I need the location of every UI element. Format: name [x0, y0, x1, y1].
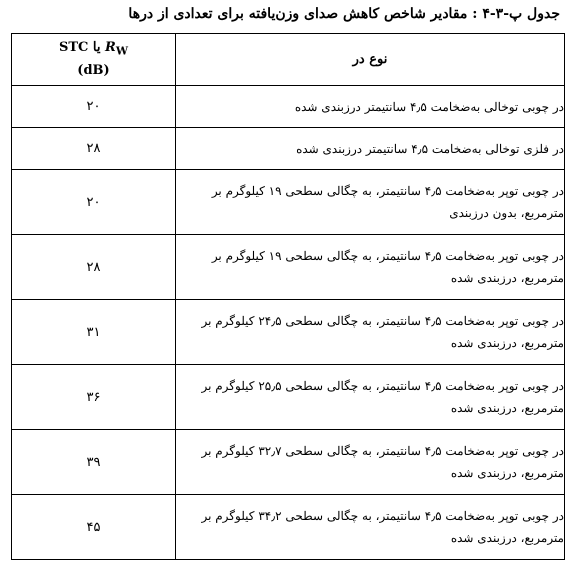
table-row — [12, 430, 565, 495]
door-type-cell: در چوبی توپر به‌ضخامت ۴٫۵ سانتیمتر، به چگالی سطحی ۲۴٫۵ کیلوگرم بر مترمربع، درزبندی شده — [176, 300, 565, 365]
stc-label-rest: یا STC — [58, 39, 106, 55]
door-type-cell: در چوبی توخالی به‌ضخامت ۴٫۵ سانتیمتر درزبندی شده — [176, 86, 565, 128]
table-row — [12, 170, 565, 235]
table-row — [12, 495, 565, 560]
door-type-cell: در چوبی توپر به‌ضخامت ۴٫۵ سانتیمتر، به چگالی سطحی ۱۹ کیلوگرم بر مترمربع، بدون درزبندی — [176, 170, 565, 235]
stc-value-cell: ۲۸ — [12, 235, 176, 300]
table-row — [12, 235, 565, 300]
rw-subscript: W — [115, 44, 129, 58]
stc-unit: (dB) — [77, 63, 110, 79]
stc-value-cell: ۲۰ — [12, 86, 176, 128]
rw-symbol: R — [105, 39, 116, 55]
column-header-stc — [12, 34, 176, 86]
table-row — [12, 365, 565, 430]
door-type-cell: در چوبی توپر به‌ضخامت ۴٫۵ سانتیمتر، به چگالی سطحی ۲۵٫۵ کیلوگرم بر مترمربع، درزبندی شده — [176, 365, 565, 430]
stc-value-cell: ۳۶ — [12, 365, 176, 430]
column-header-door-type: نوع در — [176, 34, 565, 86]
door-type-cell: در چوبی توپر به‌ضخامت ۴٫۵ سانتیمتر، به چگالی سطحی ۳۴٫۲ کیلوگرم بر مترمربع، درزبندی شده — [176, 495, 565, 560]
stc-value-cell: ۲۸ — [12, 128, 176, 170]
door-type-cell: در فلزی توخالی به‌ضخامت ۴٫۵ سانتیمتر درزبندی شده — [176, 128, 565, 170]
door-type-cell: در چوبی توپر به‌ضخامت ۴٫۵ سانتیمتر، به چگالی سطحی ۳۲٫۷ کیلوگرم بر مترمربع، درزبندی شده — [176, 430, 565, 495]
stc-value-cell: ۲۰ — [12, 170, 176, 235]
table-header-row — [12, 34, 565, 86]
stc-value-cell: ۳۹ — [12, 430, 176, 495]
stc-value-cell: ۴۵ — [12, 495, 176, 560]
table-caption: جدول پ-۳-۴ : مقادیر شاخص کاهش صدای وزن‌یافته برای تعدادی از درها — [128, 6, 560, 22]
door-type-cell: در چوبی توپر به‌ضخامت ۴٫۵ سانتیمتر، به چگالی سطحی ۱۹ کیلوگرم بر مترمربع، درزبندی شده — [176, 235, 565, 300]
table-row — [12, 128, 565, 170]
stc-value-cell: ۳۱ — [12, 300, 176, 365]
stc-header-label — [12, 38, 175, 62]
table-row — [12, 300, 565, 365]
table-row — [12, 86, 565, 128]
door-sound-reduction-table — [11, 33, 565, 560]
